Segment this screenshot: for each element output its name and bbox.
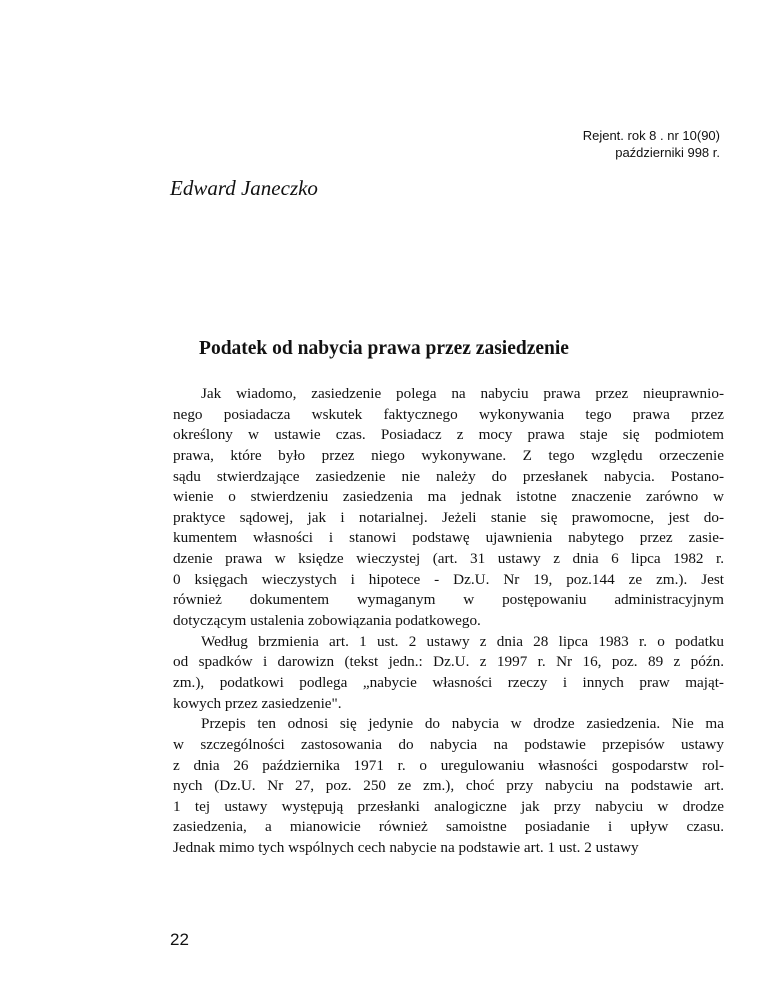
body-line: Według brzmienia art. 1 ust. 2 ustawy z dnia 28 lipca 1983 r. o podatku <box>201 632 724 650</box>
body-line: zasiedzenia, a mianowicie również samoistne posiadanie i upływ czasu. <box>173 818 724 836</box>
body-line: również dokumentem wymaganym w postępowaniu administracyjnym <box>173 591 724 609</box>
body-line: nego posiadacza wskutek faktycznego wykonywania tego prawa przez <box>173 405 724 423</box>
body-line: nych (Dz.U. Nr 27, poz. 250 ze zm.), choć przy nabyciu na podstawie art. <box>173 777 724 795</box>
page-number: 22 <box>170 930 189 949</box>
body-line: kowych przez zasiedzenie". <box>173 694 342 712</box>
body-line: zm.), podatkowi podlega „nabycie własności rzeczy i innych praw mająt- <box>173 673 724 691</box>
body-line: dzenie prawa w księdze wieczystej (art. 31 ustawy z dnia 6 lipca 1982 r. <box>173 550 724 568</box>
journal-issue: Rejent. rok 8 . nr 10(90) <box>582 128 720 143</box>
body-line: dotyczącym ustalenia zobowiązania podatkowego. <box>173 612 481 630</box>
journal-reference <box>583 127 720 161</box>
body-line: kumentem własności i stanowi podstawę ujawnienia nabytego przez zasie- <box>173 529 724 547</box>
body-line: Przepis ten odnosi się jedynie do nabycia w drodze zasiedzenia. Nie ma <box>201 715 724 733</box>
article-body <box>173 384 724 859</box>
body-line: sądu stwierdzające zasiedzenie nie należy do przesłanek nabycia. Postano- <box>173 467 724 485</box>
body-line: od spadków i darowizn (tekst jedn.: Dz.U. z 1997 r. Nr 16, poz. 89 z późn. <box>173 653 724 671</box>
body-line: wienie o stwierdzeniu zasiedzenia ma jednak istotne znaczenie zarówno w <box>173 488 724 506</box>
body-line: z dnia 26 października 1971 r. o uregulowaniu własności gospodarstw rol- <box>173 756 724 774</box>
author-name: Edward Janeczko <box>170 176 318 200</box>
body-line: 0 księgach wieczystych i hipotece - Dz.U. Nr 19, poz.144 ze zm.). Jest <box>173 570 724 588</box>
body-line: określony w ustawie czas. Posiadacz z mocy prawa staje się podmiotem <box>173 426 724 444</box>
body-line: Jak wiadomo, zasiedzenie polega na nabyciu prawa przez nieuprawnio- <box>201 385 724 402</box>
article-title: Podatek od nabycia prawa przez zasiedzenie <box>199 338 569 359</box>
body-line: prawa, które było przez niego wykonywane. Z tego względu orzeczenie <box>173 446 724 464</box>
body-line: praktyce sądowej, jak i notarialnej. Jeżeli stanie się prawomocne, jest do- <box>173 508 724 526</box>
body-line: 1 tej ustawy występują przesłanki analogiczne jak przy nabyciu w drodze <box>173 797 724 815</box>
body-line: w szczególności zastosowania do nabycia na podstawie przepisów ustawy <box>173 735 724 753</box>
body-line: Jednak mimo tych wspólnych cech nabycie na podstawie art. 1 ust. 2 ustawy <box>173 839 639 857</box>
journal-date: październiki 998 r. <box>615 145 720 160</box>
